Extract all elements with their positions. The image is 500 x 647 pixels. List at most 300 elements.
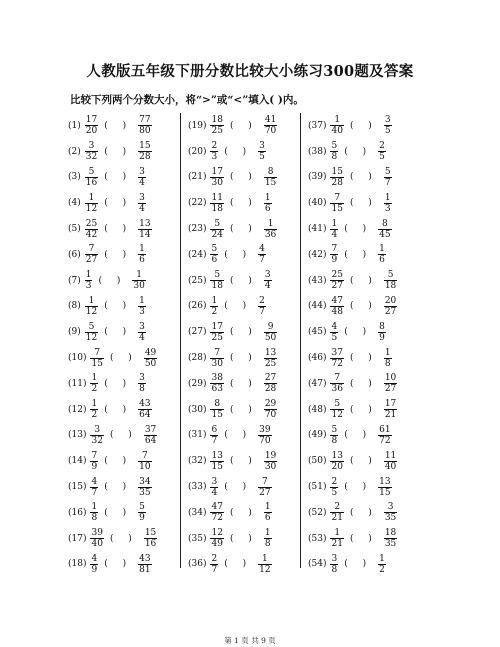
answer-blank[interactable]: ( )	[229, 120, 258, 131]
fraction	[210, 554, 218, 575]
numerator: 2	[379, 141, 385, 152]
exercise-item	[308, 526, 420, 552]
numerator: 1	[267, 218, 274, 229]
denominator: 3	[139, 306, 145, 317]
denominator: 2	[91, 384, 98, 395]
denominator: 2	[91, 410, 98, 421]
exercise-item	[68, 139, 180, 165]
fraction	[264, 167, 277, 188]
answer-blank[interactable]: ( )	[229, 404, 258, 415]
exercise-number: (14)	[68, 456, 87, 467]
denominator: 9	[91, 564, 98, 575]
numerator: 3	[264, 270, 271, 281]
answer-blank[interactable]: ( )	[109, 533, 138, 544]
numerator: 3	[94, 424, 101, 435]
numerator: 37	[331, 347, 343, 358]
fraction	[258, 141, 266, 162]
fraction	[210, 115, 223, 136]
numerator: 18	[384, 528, 397, 539]
numerator: 4	[91, 553, 98, 564]
numerator: 7	[91, 450, 98, 461]
fraction	[264, 270, 272, 291]
answer-blank[interactable]: ( )	[349, 172, 378, 183]
exercise-number: (3)	[68, 172, 81, 183]
fraction	[210, 399, 223, 420]
exercise-item	[188, 268, 300, 294]
exercise-item	[188, 552, 300, 578]
answer-blank[interactable]: ( )	[344, 559, 373, 570]
denominator: 12	[85, 306, 98, 317]
exercise-item	[68, 113, 180, 139]
exercise-number: (33)	[188, 482, 207, 493]
numerator: 1	[136, 270, 142, 281]
answer-blank[interactable]: ( )	[229, 172, 258, 183]
denominator: 15	[91, 358, 103, 369]
fraction	[138, 219, 151, 240]
answer-blank[interactable]: ( )	[104, 456, 133, 467]
exercise-item	[188, 371, 300, 397]
exercise-item	[308, 397, 420, 423]
denominator: 16	[144, 539, 157, 550]
fraction	[138, 193, 146, 214]
fraction	[264, 115, 277, 136]
fraction	[264, 322, 277, 343]
answer-blank[interactable]: ( )	[344, 482, 373, 493]
exercise-item	[188, 500, 300, 526]
answer-blank[interactable]: ( )	[349, 120, 378, 131]
denominator: 35	[384, 513, 397, 524]
denominator: 6	[211, 255, 218, 266]
fraction	[330, 219, 338, 240]
numerator: 37	[144, 424, 157, 435]
numerator: 20	[384, 295, 397, 306]
numerator: 13	[331, 450, 343, 461]
answer-blank[interactable]: ( )	[224, 482, 253, 493]
answer-blank[interactable]: ( )	[229, 275, 258, 286]
answer-blank[interactable]: ( )	[229, 378, 258, 389]
exercise-item	[308, 139, 420, 165]
fraction	[330, 348, 343, 369]
denominator: 3	[211, 152, 218, 163]
denominator: 8	[331, 152, 338, 163]
answer-blank[interactable]: ( )	[104, 224, 133, 235]
exercise-item	[188, 294, 300, 320]
exercise-number: (50)	[308, 456, 327, 467]
fraction	[138, 373, 146, 394]
denominator: 12	[85, 203, 98, 214]
exercise-number: (8)	[68, 301, 81, 312]
denominator: 35	[384, 539, 397, 550]
answer-blank[interactable]: ( )	[98, 275, 127, 286]
numerator: 1	[85, 270, 92, 281]
numerator: 1	[384, 192, 391, 203]
denominator: 81	[139, 564, 151, 575]
denominator: 40	[384, 461, 397, 472]
answer-blank[interactable]: ( )	[349, 275, 378, 286]
fraction	[210, 193, 223, 214]
numerator: 7	[331, 244, 338, 255]
denominator: 12	[331, 410, 343, 421]
denominator: 28	[139, 152, 151, 163]
answer-blank[interactable]: ( )	[229, 327, 258, 338]
exercise-number: (1)	[68, 120, 81, 131]
numerator: 61	[379, 424, 391, 435]
fraction	[138, 244, 146, 265]
denominator: 40	[331, 126, 343, 137]
numerator: 5	[214, 218, 221, 229]
exercise-item	[308, 500, 420, 526]
answer-blank[interactable]: ( )	[104, 249, 133, 260]
denominator: 16	[85, 177, 98, 188]
denominator: 36	[331, 384, 343, 395]
numerator: 1	[384, 347, 391, 358]
numerator: 2	[331, 476, 338, 487]
denominator: 7	[211, 564, 218, 575]
answer-blank[interactable]: ( )	[349, 533, 378, 544]
answer-blank[interactable]: ( )	[104, 120, 133, 131]
denominator: 4	[139, 177, 145, 188]
answer-blank[interactable]: ( )	[224, 301, 253, 312]
numerator: 1	[379, 244, 385, 255]
fraction	[90, 373, 98, 394]
exercise-number: (30)	[188, 404, 207, 415]
denominator: 72	[331, 358, 343, 369]
answer-blank[interactable]: ( )	[229, 456, 258, 467]
denominator: 45	[379, 229, 391, 240]
denominator: 5	[331, 332, 338, 343]
denominator: 7	[211, 435, 218, 446]
denominator: 18	[211, 281, 223, 292]
fraction	[378, 554, 386, 575]
exercise-number: (31)	[188, 430, 207, 441]
answer-blank[interactable]: ( )	[344, 327, 373, 338]
exercise-number: (46)	[308, 353, 327, 364]
numerator: 29	[264, 399, 277, 410]
fraction	[210, 167, 223, 188]
numerator: 15	[144, 528, 157, 539]
answer-blank[interactable]: ( )	[104, 559, 133, 570]
exercise-number: (10)	[68, 353, 87, 364]
denominator: 72	[211, 513, 223, 524]
answer-blank[interactable]: ( )	[104, 404, 133, 415]
fraction	[378, 425, 391, 446]
answer-blank[interactable]: ( )	[349, 378, 378, 389]
fraction	[85, 167, 98, 188]
exercise-number: (6)	[68, 249, 81, 260]
denominator: 30	[211, 358, 223, 369]
denominator: 15	[211, 410, 223, 421]
exercise-number: (25)	[188, 275, 207, 286]
fraction	[330, 399, 343, 420]
numerator: 5	[334, 399, 341, 410]
denominator: 50	[144, 358, 157, 369]
exercise-item	[308, 294, 420, 320]
fraction	[264, 348, 277, 369]
numerator: 1	[211, 295, 218, 306]
exercise-item	[308, 242, 420, 268]
denominator: 4	[211, 487, 218, 498]
exercise-number: (12)	[68, 404, 87, 415]
denominator: 3	[384, 203, 391, 214]
answer-blank[interactable]: ( )	[229, 533, 258, 544]
answer-blank[interactable]: ( )	[349, 404, 378, 415]
exercise-item	[308, 113, 420, 139]
page-title: 人教版五年级下册分数比较大小练习300题及答案	[86, 63, 414, 80]
numerator: 1	[88, 192, 95, 203]
numerator: 5	[88, 321, 95, 332]
exercise-number: (4)	[68, 198, 81, 209]
fraction	[138, 141, 151, 162]
denominator: 27	[259, 487, 271, 498]
numerator: 1	[91, 373, 98, 384]
exercise-column-3	[308, 113, 420, 577]
denominator: 9	[331, 255, 338, 266]
numerator: 7	[214, 347, 221, 358]
fraction	[330, 270, 343, 291]
answer-blank[interactable]: ( )	[104, 482, 133, 493]
exercise-item	[308, 165, 420, 191]
denominator: 3	[85, 281, 92, 292]
numerator: 39	[91, 528, 103, 539]
exercise-item	[308, 552, 420, 578]
exercise-number: (48)	[308, 404, 327, 415]
denominator: 5	[379, 152, 385, 163]
numerator: 17	[85, 115, 98, 126]
denominator: 27	[85, 255, 98, 266]
fraction	[210, 219, 223, 240]
answer-blank[interactable]: ( )	[104, 198, 133, 209]
exercise-item	[68, 345, 180, 371]
fraction	[90, 554, 98, 575]
answer-blank[interactable]: ( )	[109, 353, 138, 364]
exercise-number: (51)	[308, 482, 327, 493]
denominator: 6	[139, 255, 145, 266]
answer-blank[interactable]: ( )	[229, 507, 258, 518]
exercise-number: (19)	[188, 120, 207, 131]
exercise-number: (22)	[188, 198, 207, 209]
answer-blank[interactable]: ( )	[344, 249, 373, 260]
exercise-item	[308, 216, 420, 242]
exercise-number: (26)	[188, 301, 207, 312]
fraction	[330, 425, 338, 446]
fraction	[85, 141, 98, 162]
numerator: 5	[211, 244, 218, 255]
exercise-number: (45)	[308, 327, 327, 338]
numerator: 77	[139, 115, 151, 126]
answer-blank[interactable]: ( )	[104, 327, 133, 338]
answer-blank[interactable]: ( )	[349, 353, 378, 364]
fraction	[330, 451, 343, 472]
fraction	[85, 193, 98, 214]
denominator: 30	[264, 461, 277, 472]
numerator: 3	[139, 373, 145, 384]
answer-blank[interactable]: ( )	[229, 353, 258, 364]
exercise-item	[188, 474, 300, 500]
exercise-item	[68, 268, 180, 294]
numerator: 1	[261, 553, 268, 564]
answer-blank[interactable]: ( )	[349, 507, 378, 518]
denominator: 70	[264, 126, 277, 137]
numerator: 7	[141, 450, 148, 461]
numerator: 41	[264, 115, 277, 126]
fraction	[258, 244, 266, 265]
fraction	[330, 193, 343, 214]
exercise-item	[188, 526, 300, 552]
fraction	[264, 451, 277, 472]
fraction	[90, 477, 98, 498]
fraction	[210, 425, 218, 446]
answer-blank[interactable]: ( )	[349, 456, 378, 467]
exercise-number: (47)	[308, 378, 327, 389]
answer-blank[interactable]: ( )	[224, 430, 253, 441]
denominator: 14	[139, 229, 151, 240]
exercise-column-2	[188, 113, 300, 577]
exercise-item	[68, 190, 180, 216]
exercise-item	[188, 190, 300, 216]
exercise-number: (29)	[188, 378, 207, 389]
fraction	[330, 528, 343, 549]
answer-blank[interactable]: ( )	[344, 430, 373, 441]
numerator: 7	[334, 192, 341, 203]
denominator: 8	[384, 358, 391, 369]
answer-blank[interactable]: ( )	[349, 198, 378, 209]
numerator: 11	[211, 192, 223, 203]
fraction	[330, 322, 338, 343]
denominator: 24	[211, 229, 223, 240]
numerator: 5	[331, 424, 338, 435]
exercise-item	[68, 371, 180, 397]
exercise-number: (40)	[308, 198, 327, 209]
numerator: 3	[387, 502, 394, 513]
denominator: 21	[384, 410, 397, 421]
denominator: 8	[264, 539, 271, 550]
answer-blank[interactable]: ( )	[104, 301, 133, 312]
numerator: 1	[264, 192, 271, 203]
numerator: 19	[264, 450, 277, 461]
numerator: 3	[331, 553, 338, 564]
numerator: 5	[331, 141, 338, 152]
fraction	[138, 451, 151, 472]
fraction	[85, 296, 98, 317]
fraction	[138, 167, 146, 188]
exercise-number: (49)	[308, 430, 327, 441]
numerator: 2	[334, 502, 341, 513]
exercise-number: (23)	[188, 224, 207, 235]
fraction	[330, 502, 343, 523]
answer-blank[interactable]: ( )	[344, 224, 373, 235]
exercise-item	[188, 165, 300, 191]
answer-blank[interactable]: ( )	[104, 378, 133, 389]
fraction	[384, 270, 397, 291]
denominator: 64	[139, 410, 151, 421]
exercise-item	[308, 371, 420, 397]
numerator: 3	[139, 321, 145, 332]
numerator: 3	[211, 476, 218, 487]
exercise-number: (37)	[308, 120, 327, 131]
answer-blank[interactable]: ( )	[224, 146, 253, 157]
exercise-item	[308, 448, 420, 474]
exercise-item	[308, 190, 420, 216]
exercise-item	[308, 474, 420, 500]
numerator: 3	[259, 141, 265, 152]
answer-blank[interactable]: ( )	[104, 172, 133, 183]
denominator: 15	[331, 203, 343, 214]
denominator: 72	[379, 435, 391, 446]
fraction	[210, 141, 218, 162]
answer-blank[interactable]: ( )	[224, 249, 253, 260]
exercise-item	[188, 319, 300, 345]
numerator: 47	[331, 295, 343, 306]
numerator: 1	[264, 502, 271, 513]
page-footer: 第 1 页 共 9 页	[224, 636, 276, 645]
numerator: 4	[91, 476, 98, 487]
numerator: 7	[94, 347, 101, 358]
answer-blank[interactable]: ( )	[104, 507, 133, 518]
fraction	[138, 477, 151, 498]
denominator: 10	[139, 461, 151, 472]
exercise-number: (54)	[308, 559, 327, 570]
numerator: 1	[139, 295, 145, 306]
numerator: 8	[214, 399, 221, 410]
denominator: 8	[91, 513, 98, 524]
numerator: 25	[331, 270, 343, 281]
denominator: 4	[139, 203, 145, 214]
denominator: 32	[91, 435, 103, 446]
numerator: 34	[139, 476, 151, 487]
fraction	[264, 502, 272, 523]
fraction	[144, 528, 157, 549]
exercise-number: (9)	[68, 327, 81, 338]
numerator: 1	[139, 244, 145, 255]
exercise-item	[188, 423, 300, 449]
exercise-number: (34)	[188, 507, 207, 518]
numerator: 8	[379, 321, 385, 332]
denominator: 4	[264, 281, 271, 292]
numerator: 8	[267, 166, 274, 177]
denominator: 27	[384, 306, 397, 317]
fraction	[210, 528, 223, 549]
answer-blank[interactable]: ( )	[104, 146, 133, 157]
numerator: 7	[334, 373, 341, 384]
numerator: 38	[211, 373, 223, 384]
fraction	[378, 477, 391, 498]
numerator: 7	[261, 476, 268, 487]
answer-blank[interactable]: ( )	[229, 198, 258, 209]
column-divider	[300, 113, 301, 568]
numerator: 5	[387, 270, 394, 281]
numerator: 1	[334, 528, 341, 539]
fraction	[138, 554, 151, 575]
denominator: 32	[85, 152, 98, 163]
denominator: 7	[91, 487, 98, 498]
answer-blank[interactable]: ( )	[344, 146, 373, 157]
fraction	[85, 115, 98, 136]
answer-blank[interactable]: ( )	[229, 224, 258, 235]
numerator: 13	[264, 347, 277, 358]
exercise-number: (24)	[188, 249, 207, 260]
answer-blank[interactable]: ( )	[349, 301, 378, 312]
fraction	[210, 502, 223, 523]
answer-blank[interactable]: ( )	[109, 430, 138, 441]
exercise-grid	[68, 113, 404, 575]
exercise-item	[68, 552, 180, 578]
answer-blank[interactable]: ( )	[224, 559, 253, 570]
exercise-number: (42)	[308, 249, 327, 260]
denominator: 80	[139, 126, 151, 137]
denominator: 15	[379, 487, 391, 498]
denominator: 15	[264, 177, 277, 188]
exercise-number: (36)	[188, 559, 207, 570]
